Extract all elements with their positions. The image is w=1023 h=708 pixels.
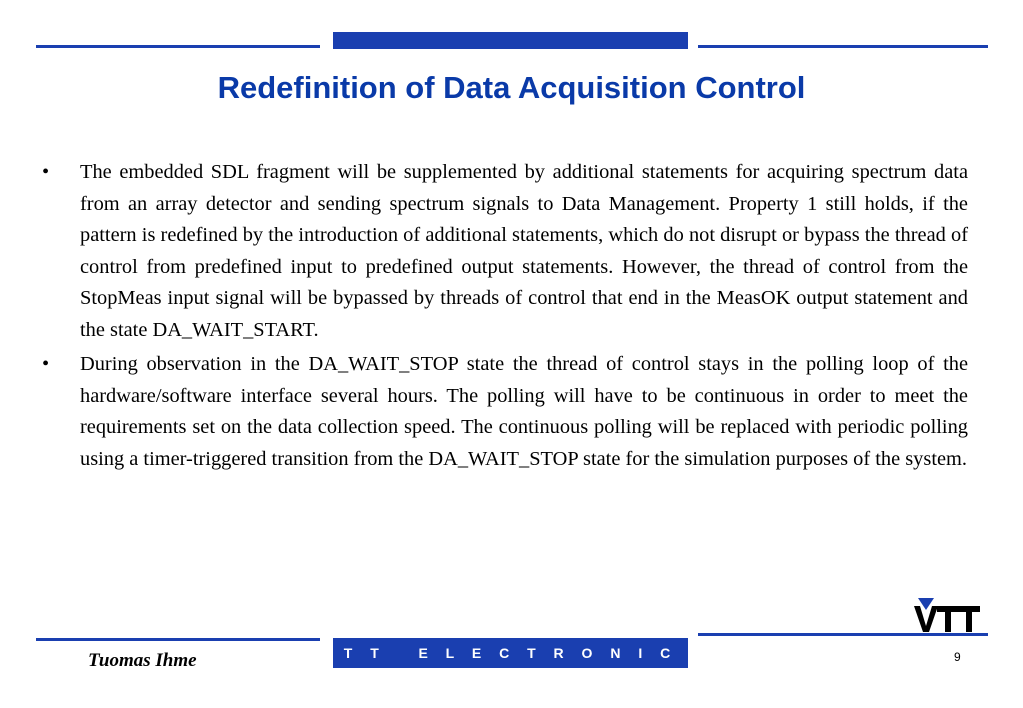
bullet-marker: • (42, 353, 50, 375)
bullet-item (42, 157, 968, 346)
bullet-text: During observation in the DA_WAIT_STOP state the thread of control stays in the polling loop of the hardware/software interface several hours. The polling will have to be continuous in order to meet the requirements set on the data collection speed. The continuous polling will be replaced with periodic polling using a timer-triggered transition from the DA_WAIT_STOP state for the simulation purposes of the system. (80, 353, 968, 470)
footer-rule-right (698, 633, 988, 636)
slide-title: Redefinition of Data Acquisition Control (217, 70, 806, 105)
vtt-logo (912, 598, 984, 634)
bullet-item (42, 349, 968, 475)
header-rule-right (698, 45, 988, 48)
footer-author: Tuomas Ihme (88, 650, 197, 671)
bullet-text: The embedded SDL fragment will be supplemented by additional statements for acquiring spectrum data from an array detector and sending spectrum signals to Data Management. Property 1 still holds, if the pattern is redefined by the introduction of additional statements, which do not disrupt or bypass the thread of control from predefined input to predefined output statements. However, the thread of control from the StopMeas input signal will be bypassed by threads of control that end in the MeasOK output statement and the state DA_WAIT_START. (80, 161, 968, 341)
footer-rule-left (36, 638, 320, 641)
header-band-center (333, 32, 688, 49)
header-rule-left (36, 45, 320, 48)
footer-company-name: V T T E L E C T R O N I C S (316, 645, 705, 661)
bullet-list (42, 157, 968, 478)
footer-company-band (316, 638, 705, 668)
bullet-marker: • (42, 161, 50, 183)
page-number: 9 (954, 650, 961, 664)
